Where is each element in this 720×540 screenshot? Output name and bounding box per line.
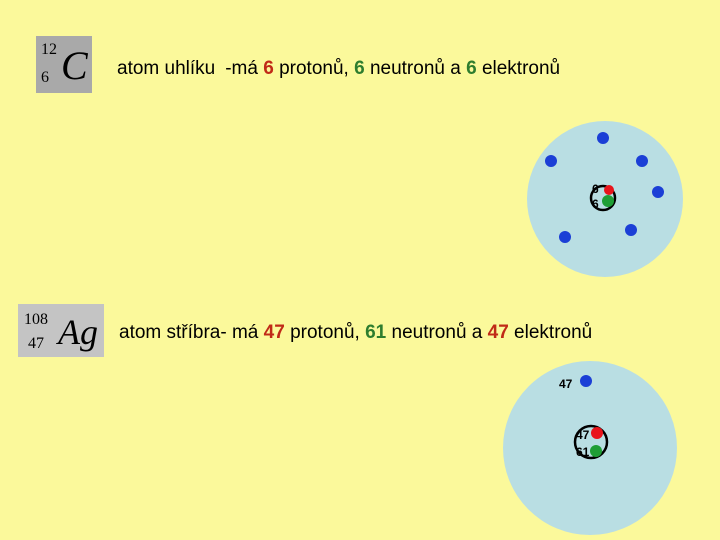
silver-text-d: elektronů	[508, 322, 593, 343]
carbon-text-b: protonů,	[273, 58, 355, 79]
carbon-electron	[625, 224, 637, 236]
carbon-protons: 6	[263, 58, 274, 79]
silver-text-a: - má	[220, 322, 264, 343]
carbon-electron	[545, 155, 557, 167]
silver-name: atom stříbra	[119, 322, 221, 343]
carbon-electrons: 6	[466, 58, 477, 79]
carbon-electron	[559, 231, 571, 243]
carbon-text-d: elektronů	[476, 58, 561, 79]
carbon-text-a: -má	[225, 58, 264, 79]
silver-text-c: neutronů a	[386, 322, 488, 343]
carbon-electron	[636, 155, 648, 167]
silver-neutron	[590, 445, 602, 457]
silver-nucleus-neutron-label: 61	[576, 445, 590, 459]
silver-electrons: 47	[487, 322, 509, 343]
silver-electron-cloud	[503, 361, 677, 535]
silver-electron-label: 47	[559, 377, 573, 391]
silver-proton	[591, 427, 603, 439]
carbon-nucleus-neutron-label: 6	[592, 197, 599, 211]
silver-mass-number: 108	[24, 311, 48, 328]
carbon-proton	[604, 185, 614, 195]
carbon-symbol: C	[61, 43, 88, 88]
carbon-neutron	[602, 195, 614, 207]
silver-nucleus-proton-label: 47	[576, 428, 590, 442]
carbon-mass-number: 12	[41, 41, 57, 58]
silver-atom-model	[503, 361, 677, 535]
silver-protons: 47	[263, 322, 285, 343]
carbon-name: atom uhlíku	[117, 58, 216, 79]
silver-electron	[580, 375, 592, 387]
carbon-atomic-number: 6	[41, 69, 49, 86]
carbon-electron	[597, 132, 609, 144]
silver-text-b: protonů,	[284, 322, 366, 343]
silver-atomic-number: 47	[28, 335, 44, 352]
silver-symbol: Ag	[58, 312, 98, 352]
silver-neutrons: 61	[365, 322, 387, 343]
carbon-electron	[652, 186, 664, 198]
carbon-nucleus-proton-label: 6	[592, 182, 599, 196]
carbon-neutrons: 6	[354, 58, 365, 79]
carbon-atom-model	[527, 121, 683, 277]
carbon-text-c: neutronů a	[364, 58, 467, 79]
